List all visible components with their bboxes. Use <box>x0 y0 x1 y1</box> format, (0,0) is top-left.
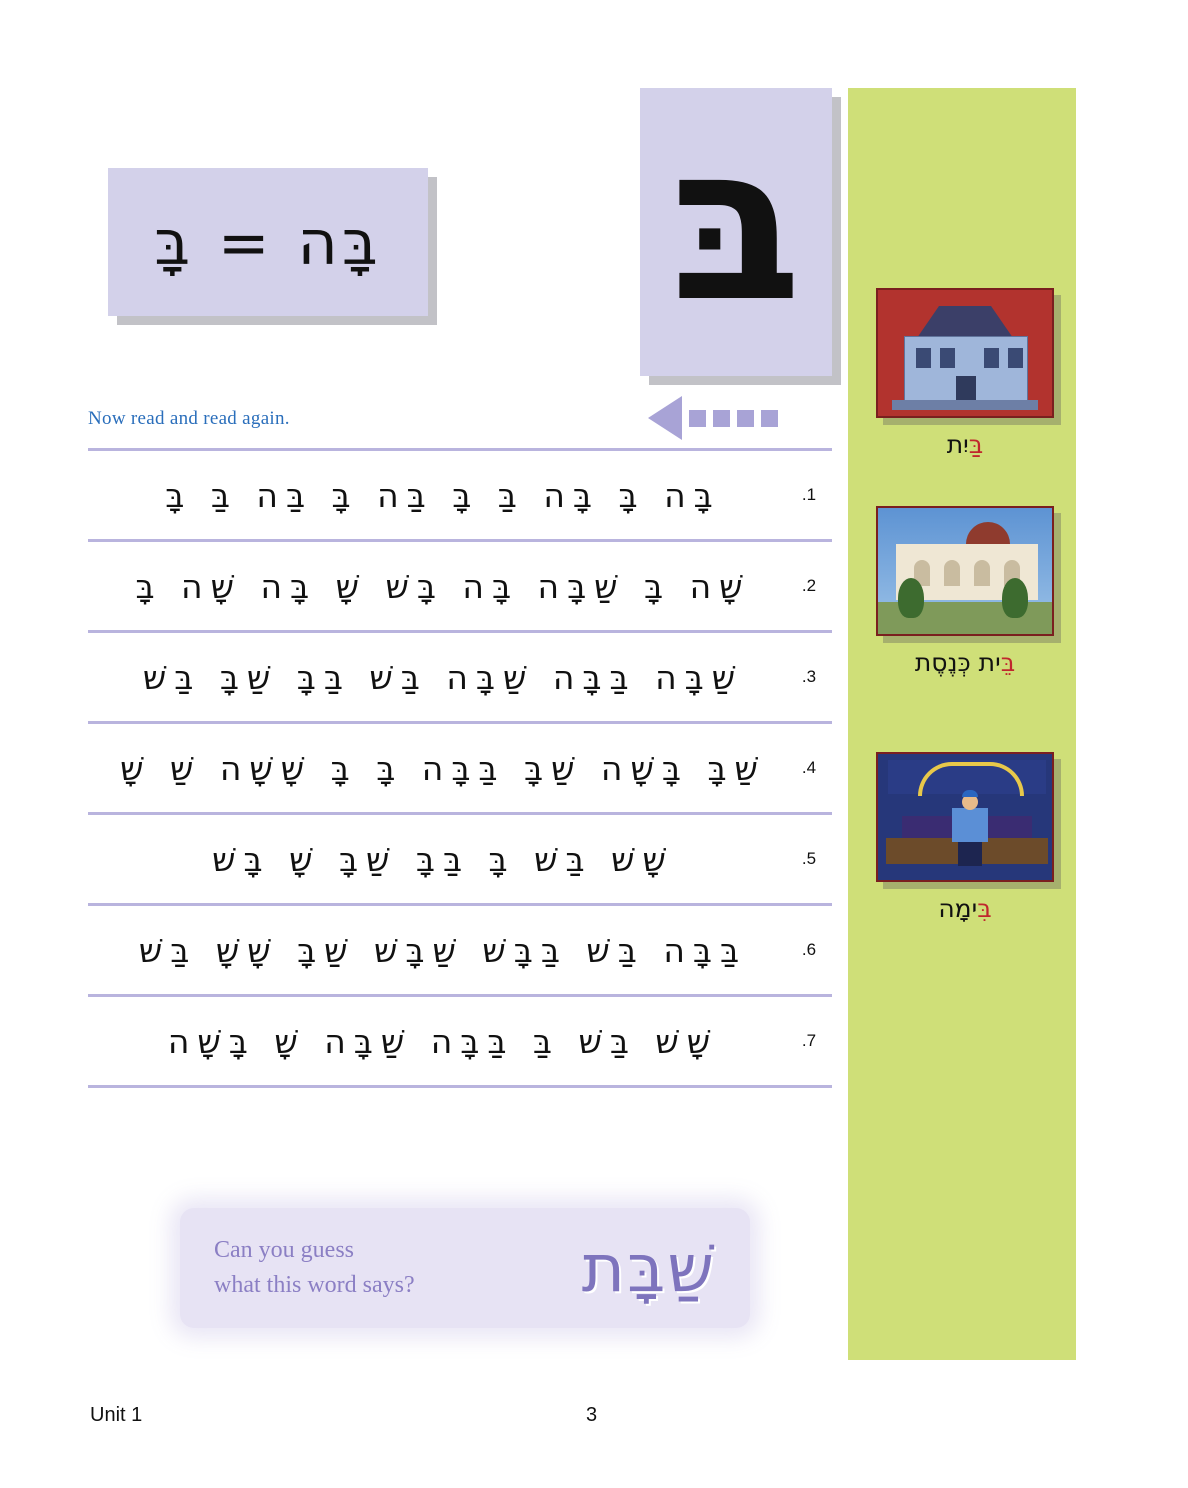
person-cap-shape <box>962 790 978 797</box>
house-photo <box>876 288 1054 418</box>
instruction-text: Now read and read again. <box>88 408 290 429</box>
tree-shape <box>898 578 924 618</box>
person-legs-shape <box>958 842 982 866</box>
reading-row <box>88 906 832 994</box>
arch-shape <box>974 560 990 586</box>
reading-row <box>88 815 832 903</box>
house-roof-shape <box>900 306 1030 340</box>
side-panel <box>848 88 1076 1360</box>
vocab-card-synagogue <box>876 506 1054 677</box>
row-text: בָּה בָּ בָּה בַּ בָּ בַּה בָּ בַּה בַּ בָּ <box>165 475 721 515</box>
arrow-dash-icon <box>689 410 706 427</box>
row-number: 3. <box>801 667 817 686</box>
row-divider <box>88 1085 832 1088</box>
synagogue-photo <box>876 506 1054 636</box>
page-number: 3 <box>586 1404 598 1426</box>
vocab-card-house <box>876 288 1054 459</box>
unit-label: Unit 1 <box>90 1404 143 1426</box>
person-body-shape <box>952 808 988 842</box>
arch-shape <box>944 560 960 586</box>
row-number: 6. <box>801 940 817 959</box>
feature-letter: בּ <box>670 98 802 349</box>
vocab-card-bimah <box>876 752 1054 923</box>
reading-practice-list <box>88 448 832 1088</box>
tree-shape <box>1002 578 1028 618</box>
caption-highlight: בֵּ <box>1000 648 1016 677</box>
row-number: 7. <box>801 1031 817 1050</box>
row-text: שַׁבָּ בָּשָׁה שַׁבָּ בַּבָּה בָּ בָּ שָׁשָׁה שַׁ שָׁ <box>120 748 766 788</box>
row-number: 2. <box>801 576 817 595</box>
reading-row <box>88 451 832 539</box>
guess-prompt-line-2: what this word says? <box>214 1272 415 1298</box>
row-text: בַּבָּה בַּשׁ בַּבָּשׁ שַׁבָּשׁ שַׁבָּ שָׁשָׁ בַּשׁ <box>138 930 748 970</box>
caption-highlight: בַּ <box>968 430 984 459</box>
guess-prompt-line-1: Can you guess <box>214 1237 354 1264</box>
reading-row <box>88 724 832 812</box>
row-number: 5. <box>801 849 817 868</box>
arrow-dash-icon <box>761 410 778 427</box>
row-text: שָׁה בָּ שַׁבָּה בָּה בָּשׁ שָׁ בָּה שָׁה בָּ <box>135 566 751 606</box>
reading-row <box>88 633 832 721</box>
direction-arrow <box>648 396 828 440</box>
row-number: 1. <box>801 485 817 504</box>
row-text: שָׁשׁ בַּשׁ בַּ בַּבָּה שַׁבָּה שָׁ בָּשָׁה <box>167 1021 719 1061</box>
vocab-caption <box>876 430 1054 459</box>
reading-row <box>88 542 832 630</box>
caption-highlight: בִּ <box>977 894 992 923</box>
guess-prompt <box>214 1233 415 1303</box>
vocab-caption <box>876 894 1054 923</box>
house-window-shape <box>916 348 931 368</box>
guess-word-box <box>180 1208 750 1328</box>
guess-word: שַׁבָּת <box>581 1229 716 1307</box>
caption-rest: יִת <box>946 430 969 459</box>
reading-row <box>88 997 832 1085</box>
house-window-shape <box>940 348 955 368</box>
house-base-shape <box>892 400 1038 410</box>
house-window-shape <box>984 348 999 368</box>
feature-letter-box <box>640 88 832 376</box>
bimah-photo <box>876 752 1054 882</box>
caption-rest: ימָה <box>938 894 978 923</box>
row-text: שָׁשׁ בַּשׁ בָּ בַּבָּ שַׁבָּ שָׁ בָּשׁ <box>212 839 674 879</box>
caption-rest: ית כְּנֶסֶת <box>914 648 1001 677</box>
row-number: 4. <box>801 758 817 777</box>
house-window-shape <box>1008 348 1023 368</box>
letter-equation-text: בָּה = בָּ <box>154 205 382 279</box>
vocab-caption <box>876 648 1054 677</box>
arrow-left-icon <box>648 396 682 440</box>
arrow-dash-icon <box>713 410 730 427</box>
letter-equation-box <box>108 168 428 316</box>
row-text: שַׁבָּה בַּבָּה שַׁבָּה בַּשׁ בַּבָּ שַׁבָּ בַּשׁ <box>142 657 744 697</box>
arrow-dash-icon <box>737 410 754 427</box>
